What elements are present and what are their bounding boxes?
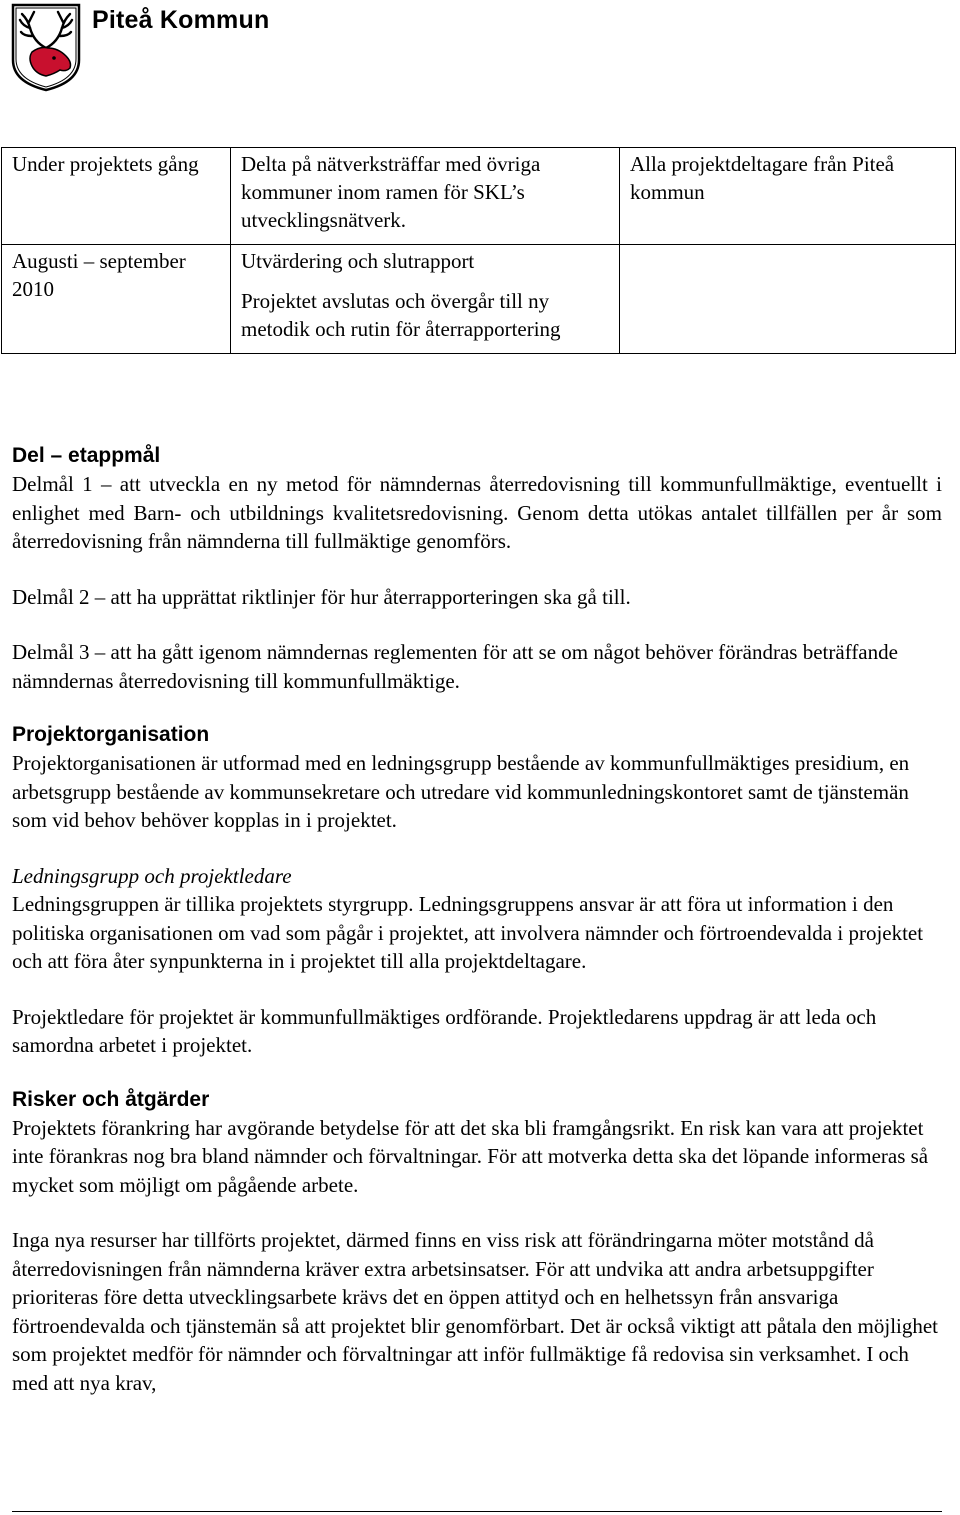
table-row	[2, 245, 956, 354]
paragraph-ledningsgrupp: Ledningsgruppen är tillika projektets styrgrupp. Ledningsgruppens ansvar är att föra ut information i den politiska organisationen om vad som pågår i projektet, att involvera nämnder och förtroendevalda i projektet och att föra åter synpunkterna in i projektet till alla projektdeltagare.	[12, 892, 924, 973]
paragraph-delmal-3: Delmål 3 – att ha gått igenom nämndernas reglementen för att se om något behöver förändras beträffande nämndernas återredovisning till kommunfullmäktige.	[12, 640, 898, 693]
paragraph-projektledare: Projektledare för projektet är kommunfullmäktiges ordförande. Projektledarens uppdrag är att leda och samordna arbetet i projektet.	[12, 1004, 877, 1057]
paragraph-delmal-1: Delmål 1 – att utveckla en ny metod för nämndernas återredovisning till kommunfullmäktige, eventuellt i enlighet med Barn- och utbildnings kvalitetsredovisning. Genom detta utökas antalet tillfällen per år som återredovisning från nämnderna till fullmäktige genomförs.	[12, 472, 942, 553]
document-body	[12, 442, 942, 1397]
brand-name: Piteå Kommun	[92, 6, 270, 34]
paragraph-risker-1: Projektets förankring har avgörande betydelse för att det ska bli framgångsrikt. En risk kan vara att projektet inte förankras nog bra bland nämnder och förvaltningar. För att motverka detta ska det löpande informeras så mycket som möjligt om pågående arbete.	[12, 1115, 929, 1197]
table-cell-when: Augusti – september 2010	[2, 245, 231, 354]
table-cell-who: Alla projektdeltagare från Piteå kommun	[620, 148, 956, 245]
schedule-table	[1, 147, 956, 354]
section-heading-projektorganisation: Projektorganisation	[12, 723, 210, 746]
paragraph-projektorganisation: Projektorganisationen är utformad med en ledningsgrupp bestående av kommunfullmäktiges presidium, en arbetsgrupp bestående av kommunsekretare och utredare vid kommunledningskontoret samt de tjänstemän som vid behov behöver kopplas in i projektet.	[12, 751, 910, 832]
footer-divider	[12, 1511, 942, 1512]
page-header	[10, 2, 410, 94]
table-cell-who	[620, 245, 956, 354]
subheading-ledningsgrupp: Ledningsgrupp och projektledare	[12, 863, 292, 888]
paragraph-delmal-2: Delmål 2 – att ha upprättat riktlinjer för hur återrapporteringen ska gå till.	[12, 584, 631, 609]
reindeer-coat-of-arms-icon	[10, 2, 82, 92]
section-heading-risker: Risker och åtgärder	[12, 1087, 210, 1111]
table-cell-what: Delta på nätverksträffar med övriga kommuner inom ramen för SKL’s utvecklingsnätverk.	[231, 148, 620, 245]
paragraph-risker-2: Inga nya resurser har tillförts projektet, därmed finns en viss risk att förändringarna möter motstånd då återredovisningen från nämnderna kräver extra arbetsinsatser. För att undvika att andra arbetsuppgifter prioriteras före detta utvecklingsarbete krävs det en öppen attityd och en helhetssyn från ansvariga förtroendevalda och tjänstemän så att projektet blir genomförbart. Det är också viktigt att påtala den möjlighet som projektet medför för nämnder och förvaltningar att inför fullmäktige få redovisa sin verksamhet. I och med att nya krav,	[12, 1228, 939, 1395]
section-heading-del-etappmal: Del – etappmål	[12, 444, 161, 467]
table-cell-when: Under projektets gång	[2, 148, 231, 245]
table-row	[2, 148, 956, 245]
table-cell-what: Utvärdering och slutrapport Projektet avslutas och övergår till ny metodik och rutin för återrapportering	[231, 245, 620, 354]
